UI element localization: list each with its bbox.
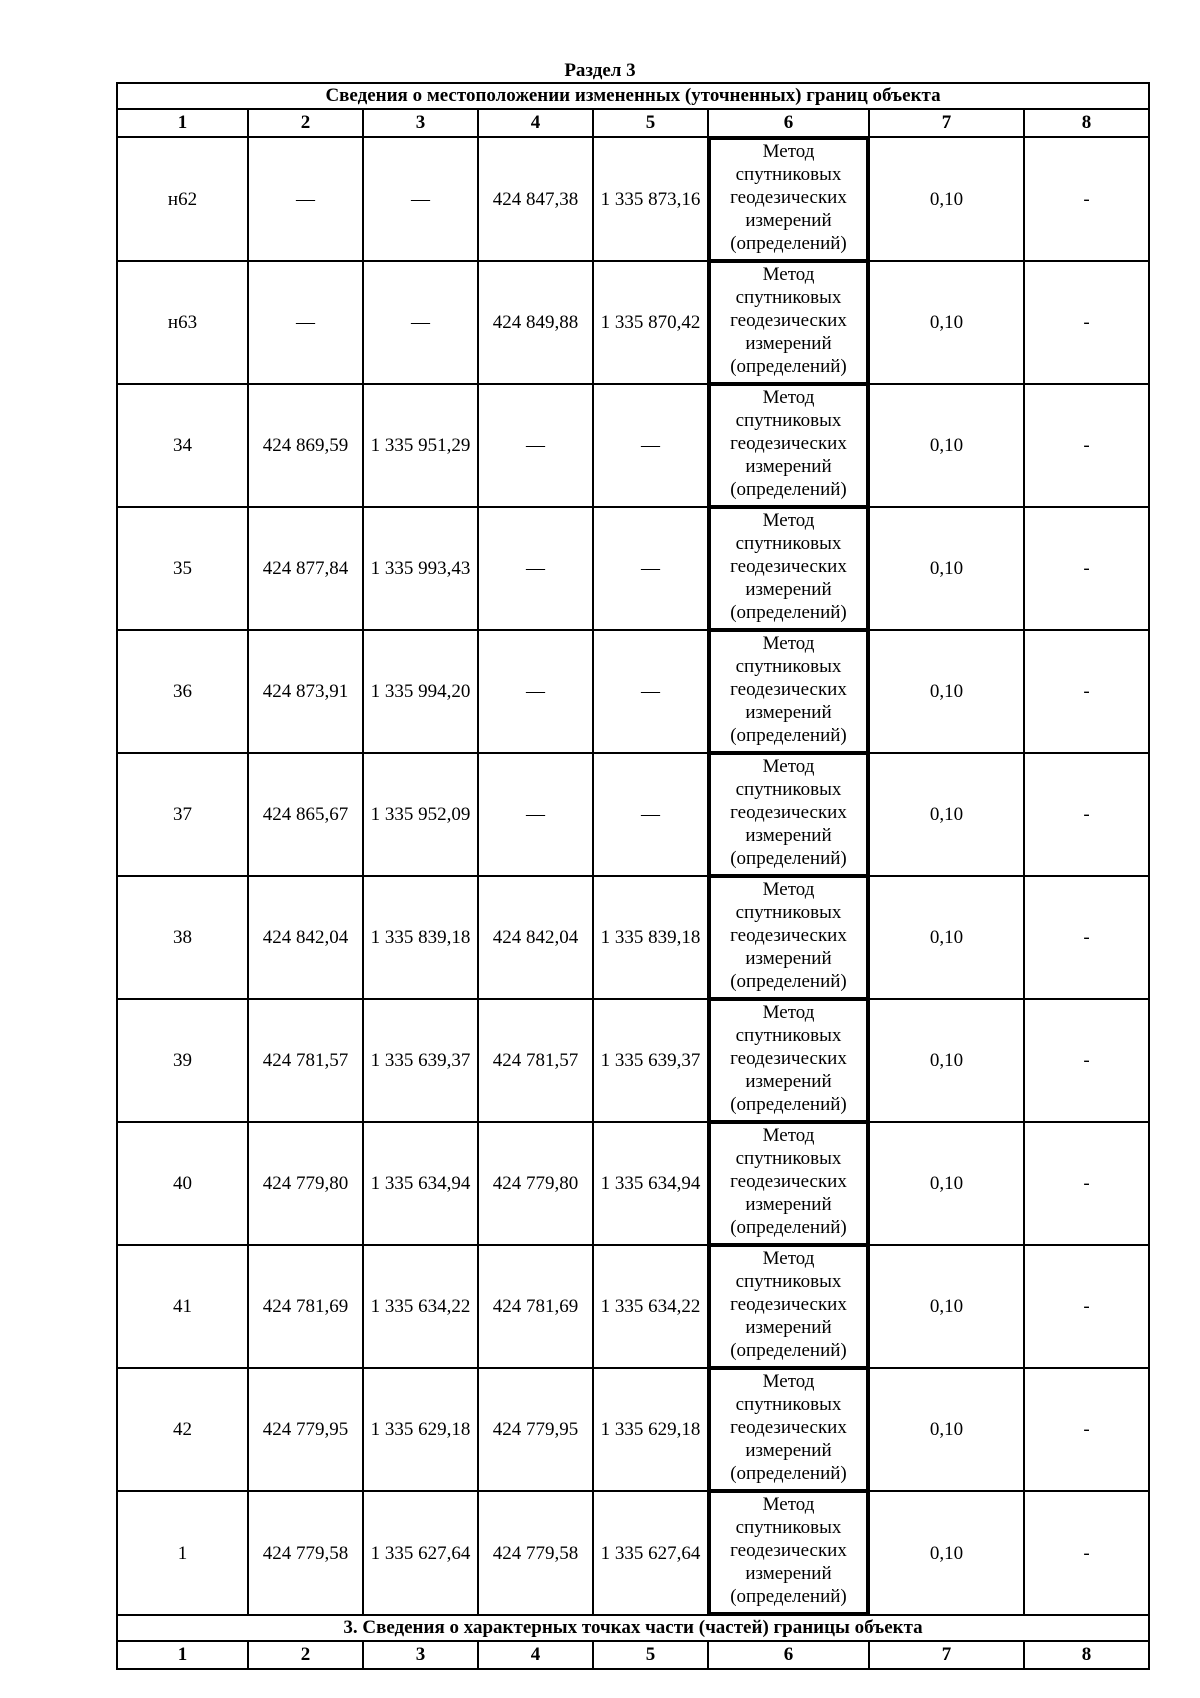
method-cell: Метод спутниковых геодезических измерений (определений) xyxy=(709,384,868,507)
table-header: Сведения о местоположении измененных (уточненных) границ объекта xyxy=(117,83,1149,109)
table-cell: - xyxy=(1024,1368,1149,1491)
table-cell: 41 xyxy=(117,1245,248,1368)
column-number: 3 xyxy=(363,109,478,137)
table-cell: 424 877,84 xyxy=(248,507,363,630)
column-number: 2 xyxy=(248,1641,363,1669)
table-row xyxy=(117,1245,1149,1368)
table-cell: - xyxy=(1024,261,1149,384)
table-cell: 0,10 xyxy=(869,753,1024,876)
table-cell: 0,10 xyxy=(869,137,1024,261)
table-cell: 1 335 634,94 xyxy=(593,1122,708,1245)
table-cell: — xyxy=(593,384,708,507)
table-cell: - xyxy=(1024,1122,1149,1245)
table-cell: 35 xyxy=(117,507,248,630)
footer-column-number-row xyxy=(117,1641,1149,1669)
table-cell: 424 873,91 xyxy=(248,630,363,753)
table-row xyxy=(117,1122,1149,1245)
method-cell: Метод спутниковых геодезических измерений (определений) xyxy=(709,1368,868,1491)
column-number: 6 xyxy=(708,1641,869,1669)
table-cell: 0,10 xyxy=(869,1122,1024,1245)
table-cell: — xyxy=(478,507,593,630)
table-cell: — xyxy=(593,630,708,753)
column-number: 4 xyxy=(478,1641,593,1669)
method-cell: Метод спутниковых геодезических измерений (определений) xyxy=(709,138,868,261)
column-number: 5 xyxy=(593,1641,708,1669)
table-cell: - xyxy=(1024,384,1149,507)
table-cell: 1 335 994,20 xyxy=(363,630,478,753)
table-header-row xyxy=(117,83,1149,109)
table-cell: - xyxy=(1024,999,1149,1122)
method-cell: Метод спутниковых геодезических измерений (определений) xyxy=(709,1245,868,1368)
table-row xyxy=(117,1368,1149,1491)
table-cell: 0,10 xyxy=(869,384,1024,507)
table-cell: — xyxy=(478,384,593,507)
table-cell: 1 335 870,42 xyxy=(593,261,708,384)
column-number: 7 xyxy=(869,109,1024,137)
table-cell: 0,10 xyxy=(869,1491,1024,1615)
table-cell: 1 335 629,18 xyxy=(363,1368,478,1491)
table-cell: 0,10 xyxy=(869,630,1024,753)
table-cell: 424 779,80 xyxy=(478,1122,593,1245)
table-cell: 0,10 xyxy=(869,876,1024,999)
table-cell: — xyxy=(248,137,363,261)
table-cell: 424 869,59 xyxy=(248,384,363,507)
column-number: 4 xyxy=(478,109,593,137)
column-number: 3 xyxy=(363,1641,478,1669)
boundary-table xyxy=(116,82,1150,1670)
table-cell: н62 xyxy=(117,137,248,261)
table-cell: 424 847,38 xyxy=(478,137,593,261)
table-row xyxy=(117,876,1149,999)
column-number: 8 xyxy=(1024,1641,1149,1669)
table-cell: 424 779,95 xyxy=(248,1368,363,1491)
table-cell: 1 335 839,18 xyxy=(593,876,708,999)
column-number: 6 xyxy=(708,109,869,137)
table-cell: н63 xyxy=(117,261,248,384)
table-cell: — xyxy=(478,630,593,753)
table-cell: 1 335 629,18 xyxy=(593,1368,708,1491)
table-cell: — xyxy=(248,261,363,384)
table-cell: — xyxy=(593,507,708,630)
method-cell: Метод спутниковых геодезических измерений (определений) xyxy=(709,1491,868,1614)
method-cell: Метод спутниковых геодезических измерений (определений) xyxy=(709,999,868,1122)
table-cell: 424 842,04 xyxy=(248,876,363,999)
table-row xyxy=(117,137,1149,261)
table-row xyxy=(117,507,1149,630)
table-cell: 424 779,80 xyxy=(248,1122,363,1245)
table-cell: 1 335 634,22 xyxy=(593,1245,708,1368)
table-cell: 34 xyxy=(117,384,248,507)
table-cell: 1 335 639,37 xyxy=(593,999,708,1122)
table-cell: 424 781,57 xyxy=(248,999,363,1122)
table-cell: 424 781,69 xyxy=(478,1245,593,1368)
table-cell: 0,10 xyxy=(869,261,1024,384)
table-cell: 1 335 627,64 xyxy=(363,1491,478,1615)
table-cell: 424 779,58 xyxy=(248,1491,363,1615)
table-cell: 1 335 634,94 xyxy=(363,1122,478,1245)
table-cell: - xyxy=(1024,1245,1149,1368)
table-cell: - xyxy=(1024,1491,1149,1615)
table-row xyxy=(117,384,1149,507)
table-cell: 42 xyxy=(117,1368,248,1491)
table-cell: 1 335 627,64 xyxy=(593,1491,708,1615)
table-cell: 424 781,57 xyxy=(478,999,593,1122)
table-cell: - xyxy=(1024,630,1149,753)
method-cell: Метод спутниковых геодезических измерений (определений) xyxy=(709,1122,868,1245)
method-cell: Метод спутниковых геодезических измерений (определений) xyxy=(709,507,868,630)
table-row xyxy=(117,999,1149,1122)
table-cell: 424 842,04 xyxy=(478,876,593,999)
table-cell: 0,10 xyxy=(869,1245,1024,1368)
table-row xyxy=(117,1491,1149,1615)
table-cell: 1 335 952,09 xyxy=(363,753,478,876)
column-number: 8 xyxy=(1024,109,1149,137)
table-cell: 40 xyxy=(117,1122,248,1245)
table-cell: 424 849,88 xyxy=(478,261,593,384)
table-cell: 424 865,67 xyxy=(248,753,363,876)
table-cell: 1 335 951,29 xyxy=(363,384,478,507)
table-cell: 0,10 xyxy=(869,1368,1024,1491)
method-cell: Метод спутниковых геодезических измерений (определений) xyxy=(709,261,868,384)
column-number: 1 xyxy=(117,109,248,137)
table-cell: 37 xyxy=(117,753,248,876)
table-cell: — xyxy=(363,261,478,384)
table-row xyxy=(117,753,1149,876)
table-cell: 1 335 634,22 xyxy=(363,1245,478,1368)
table-cell: 39 xyxy=(117,999,248,1122)
column-number-row xyxy=(117,109,1149,137)
table-cell: — xyxy=(478,753,593,876)
table-cell: 38 xyxy=(117,876,248,999)
table-cell: 424 779,95 xyxy=(478,1368,593,1491)
method-cell: Метод спутниковых геодезических измерений (определений) xyxy=(709,753,868,876)
column-number: 5 xyxy=(593,109,708,137)
method-cell: Метод спутниковых геодезических измерений (определений) xyxy=(709,876,868,999)
table-cell: 1 xyxy=(117,1491,248,1615)
table-cell: 424 779,58 xyxy=(478,1491,593,1615)
column-number: 2 xyxy=(248,109,363,137)
table-cell: 0,10 xyxy=(869,507,1024,630)
table-cell: 1 335 993,43 xyxy=(363,507,478,630)
table-cell: 424 781,69 xyxy=(248,1245,363,1368)
method-cell: Метод спутниковых геодезических измерений (определений) xyxy=(709,630,868,753)
table-cell: 1 335 839,18 xyxy=(363,876,478,999)
section-3-header: 3. Сведения о характерных точках части (частей) границы объекта xyxy=(117,1615,1149,1641)
table-cell: 1 335 873,16 xyxy=(593,137,708,261)
table-cell: - xyxy=(1024,137,1149,261)
section-3-header-row xyxy=(117,1615,1149,1641)
table-cell: - xyxy=(1024,876,1149,999)
table-cell: 36 xyxy=(117,630,248,753)
table-cell: - xyxy=(1024,753,1149,876)
table-row xyxy=(117,630,1149,753)
column-number: 1 xyxy=(117,1641,248,1669)
column-number: 7 xyxy=(869,1641,1024,1669)
table-cell: - xyxy=(1024,507,1149,630)
table-cell: — xyxy=(593,753,708,876)
table-row xyxy=(117,261,1149,384)
table-cell: 0,10 xyxy=(869,999,1024,1122)
section-title: Раздел 3 xyxy=(564,60,636,81)
table-cell: — xyxy=(363,137,478,261)
table-cell: 1 335 639,37 xyxy=(363,999,478,1122)
